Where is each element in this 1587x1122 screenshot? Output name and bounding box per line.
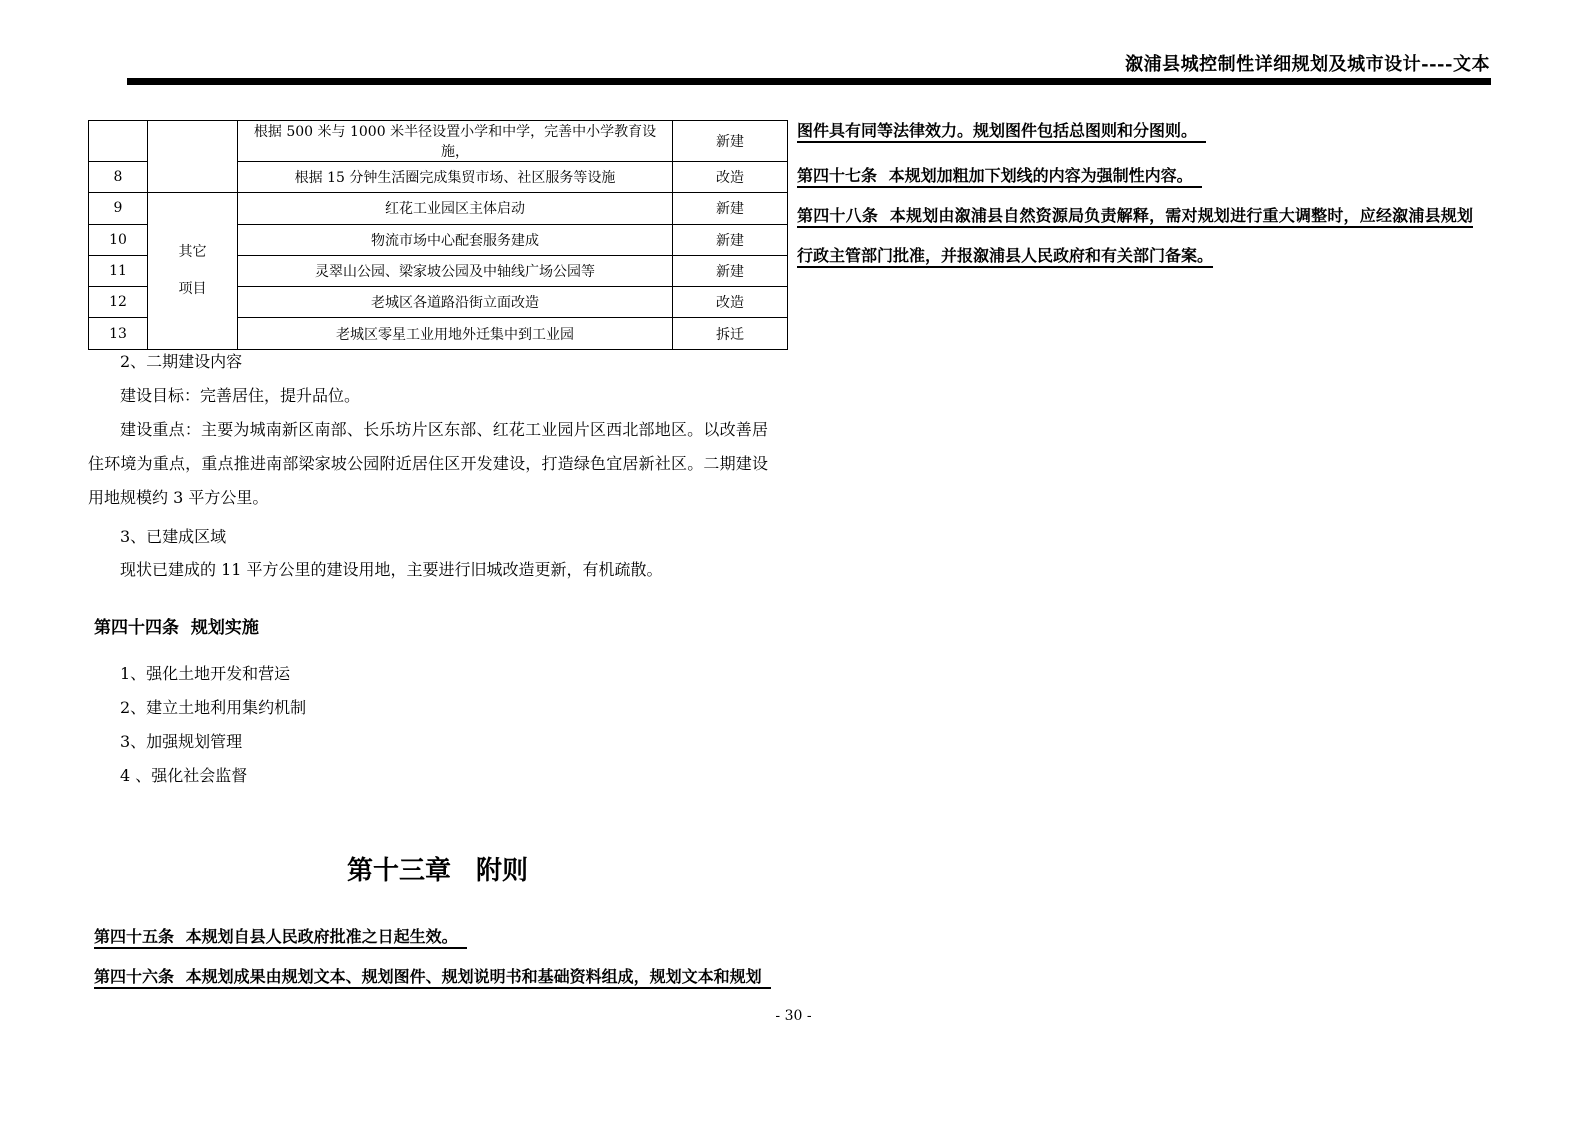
article-44-heading: 第四十四条 规划实施 xyxy=(94,618,259,638)
table-row xyxy=(89,121,788,162)
table-cell-description: 物流市场中心配套服务建成 xyxy=(238,224,673,255)
table-cell-number: 13 xyxy=(89,318,148,349)
table-cell-description: 红花工业园区主体启动 xyxy=(238,193,673,224)
table-cell-number: 11 xyxy=(89,255,148,286)
list-item: 3、加强规划管理 xyxy=(120,732,243,751)
table-cell-description: 根据 15 分钟生活圈完成集贸市场、社区服务等设施 xyxy=(238,162,673,193)
article-46-continuation-text: 图件具有同等法律效力。规划图件包括总图则和分图则。 xyxy=(797,121,1206,143)
section-2-heading: 2、二期建设内容 xyxy=(120,352,243,371)
table-cell-number: 8 xyxy=(89,162,148,193)
table-cell-number: 12 xyxy=(89,287,148,318)
table-cell-number: 9 xyxy=(89,193,148,224)
table-cell-description: 老城区零星工业用地外迁集中到工业园 xyxy=(238,318,673,349)
header-rule xyxy=(127,77,1491,85)
table-cell-description: 根据 500 米与 1000 米半径设置小学和中学，完善中小学教育设施， xyxy=(238,121,673,162)
list-item: 2、建立土地利用集约机制 xyxy=(120,698,307,717)
table-cell-number: 10 xyxy=(89,224,148,255)
table-cell-status: 改造 xyxy=(673,162,788,193)
table-cell-description: 灵翠山公园、梁家坡公园及中轴线广场公园等 xyxy=(238,255,673,286)
page-number: - 30 - xyxy=(775,1008,812,1024)
table-cell-status: 改造 xyxy=(673,287,788,318)
article-46-text: 第四十六条 本规划成果由规划文本、规划图件、规划说明书和基础资料组成，规划文本和规划 xyxy=(94,967,771,989)
table-cell-status: 新建 xyxy=(673,121,788,162)
article-45 xyxy=(94,922,793,952)
category-label-line1: 其它 xyxy=(178,244,207,261)
category-label-line2: 项目 xyxy=(178,281,207,298)
header-title: 溆浦县城控制性详细规划及城市设计----文本 xyxy=(1125,54,1490,75)
section-3-heading: 3、已建成区域 xyxy=(120,527,227,546)
table-cell-status: 拆迁 xyxy=(673,318,788,349)
table-cell-status: 新建 xyxy=(673,193,788,224)
article-45-text: 第四十五条 本规划自县人民政府批准之日起生效。 xyxy=(94,927,467,949)
table-row xyxy=(89,193,788,224)
list-item: 1、强化土地开发和营运 xyxy=(120,664,291,683)
table-cell-status: 新建 xyxy=(673,255,788,286)
table-cell-category-other-projects xyxy=(148,193,238,349)
table-cell-description: 老城区各道路沿街立面改造 xyxy=(238,287,673,318)
article-47 xyxy=(797,161,1473,191)
construction-projects-table xyxy=(88,120,788,350)
article-46-continuation xyxy=(797,116,1473,146)
article-48: 第四十八条 本规划由溆浦县自然资源局负责解释，需对规划进行重大调整时，应经溆浦县规划行政主管部门批准，并报溆浦县人民政府和有关部门备案。 xyxy=(797,206,1473,265)
chapter-13-heading: 第十三章 附则 xyxy=(346,856,529,886)
paragraph-built-area: 现状已建成的 11 平方公里的建设用地，主要进行旧城改造更新，有机疏散。 xyxy=(120,560,663,579)
list-item: 4 、强化社会监督 xyxy=(120,766,248,785)
article-46 xyxy=(94,962,793,992)
article-47-text: 第四十七条 本规划加粗加下划线的内容为强制性内容。 xyxy=(797,166,1202,188)
paragraph-goal: 建设目标：完善居住，提升品位。 xyxy=(120,386,361,405)
table-cell-status: 新建 xyxy=(673,224,788,255)
table-cell-category-empty xyxy=(148,121,238,193)
paragraph-focus: 建设重点：主要为城南新区南部、长乐坊片区东部、红花工业园片区西北部地区。以改善居住环境为重点，重点推进南部梁家坡公园附近居住区开发建设，打造绿色宜居新社区。二期建设用地规模约 3 平方公里。 xyxy=(88,420,768,507)
table-cell-number xyxy=(89,121,148,162)
